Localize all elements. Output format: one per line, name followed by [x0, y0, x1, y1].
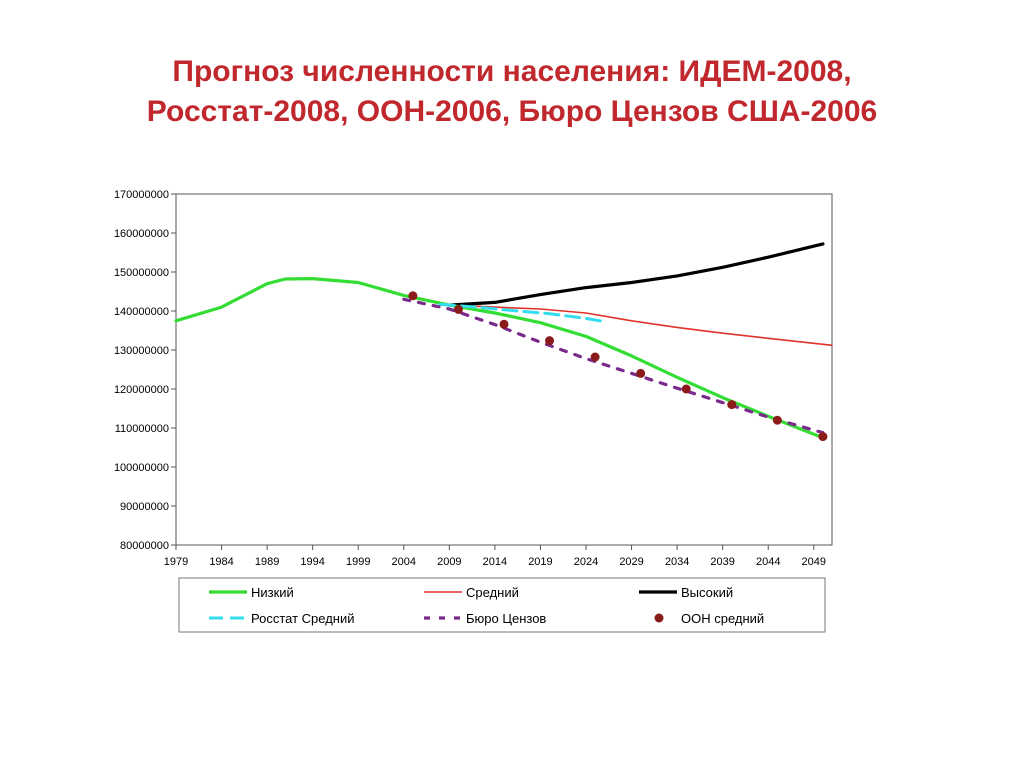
x-tick-label: 1984 — [209, 556, 234, 568]
x-tick-label: 2039 — [710, 556, 735, 568]
x-tick-label: 2014 — [482, 556, 508, 568]
x-tick-label: 1999 — [345, 556, 371, 568]
series-un-medium-point — [727, 400, 736, 409]
y-tick-label: 90000000 — [120, 501, 169, 513]
x-tick-label: 1989 — [254, 556, 280, 568]
legend-label-un-medium: ООН средний — [681, 611, 765, 626]
legend-marker-un-medium — [655, 614, 664, 623]
series-un-medium-point — [773, 416, 782, 425]
x-tick-label: 2049 — [801, 556, 827, 568]
y-tick-label: 150000000 — [113, 267, 169, 279]
chart-title-line2: Росстат-2008, ООН-2006, Бюро Цензов США-2006 — [146, 95, 878, 128]
y-tick-label: 120000000 — [113, 384, 169, 396]
x-tick-label: 2019 — [528, 556, 553, 568]
series-un-medium-point — [682, 385, 691, 394]
series-un-medium-point — [636, 369, 645, 378]
series-un-medium-point — [500, 320, 509, 329]
y-tick-label: 130000000 — [113, 345, 169, 357]
y-tick-label: 160000000 — [113, 228, 169, 240]
x-tick-label: 2034 — [664, 556, 690, 568]
y-tick-label: 80000000 — [120, 540, 169, 552]
y-tick-label: 110000000 — [114, 423, 169, 435]
y-tick-label: 140000000 — [113, 306, 169, 318]
legend-label-medium: Средний — [466, 585, 519, 600]
x-tick-label: 2029 — [619, 556, 644, 568]
series-un-medium-point — [591, 353, 600, 362]
x-tick-label: 2024 — [573, 556, 599, 568]
plot-area — [176, 194, 832, 545]
legend-label-census-bureau: Бюро Цензов — [466, 611, 547, 626]
series-un-medium-point — [408, 291, 417, 300]
chart-title-line1: Прогноз численности населения: ИДЕМ-2008, — [172, 55, 852, 88]
legend-label-low: Низкий — [251, 585, 294, 600]
series-un-medium-point — [454, 305, 463, 314]
series-un-medium-point — [818, 432, 827, 441]
x-tick-label: 1979 — [163, 556, 189, 568]
x-tick-label: 2009 — [437, 556, 462, 568]
legend-label-high: Высокий — [681, 585, 734, 600]
x-tick-label: 2044 — [755, 556, 781, 568]
legend-label-rosstat-medium: Росстат Средний — [251, 611, 355, 626]
x-tick-label: 1994 — [300, 556, 325, 568]
series-un-medium-point — [545, 336, 554, 345]
y-tick-label: 170000000 — [113, 189, 169, 201]
y-tick-label: 100000000 — [113, 462, 169, 474]
x-tick-label: 2004 — [391, 556, 417, 568]
